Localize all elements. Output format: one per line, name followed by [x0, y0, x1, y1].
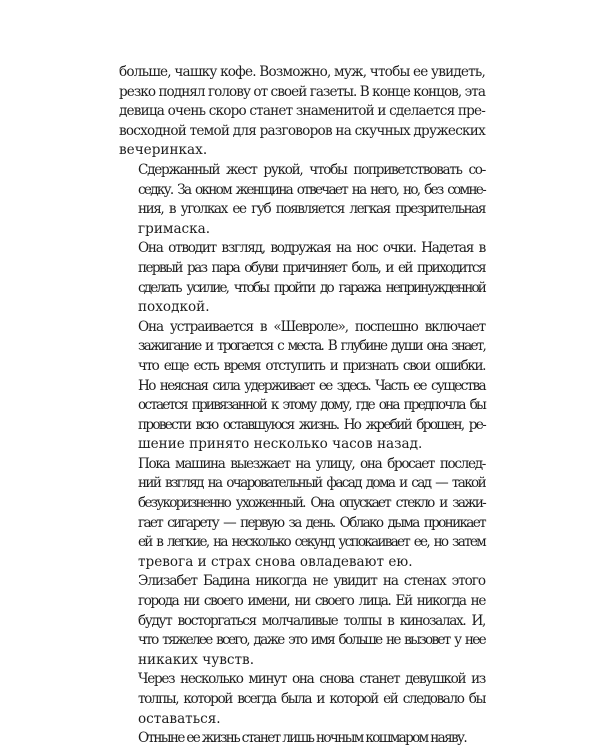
text-line: резко поднял голову от своей газеты. В конце концов, эта: [119, 83, 485, 100]
paragraph-6: [119, 572, 485, 670]
text-line: ния, в уголках ее губ появляется легкая презрительная: [138, 201, 485, 218]
text-line: тревога и страх снова овладевают ею.: [138, 553, 413, 570]
text-line: походкой.: [138, 299, 210, 316]
text-line: девица очень скоро станет знаменитой и сделается пре-: [119, 103, 485, 120]
text-line: вечеринках.: [119, 142, 208, 159]
text-line: Пока машина выезжает на улицу, она бросает послед-: [138, 455, 485, 472]
text-line: Отныне ее жизнь станет лишь ночным кошмаром наяву.: [138, 730, 466, 747]
text-line: Но неясная сила удерживает ее здесь. Часть ее существа: [138, 377, 485, 394]
text-line: Через несколько минут она снова станет девушкой из: [138, 671, 485, 688]
text-line: шение принято несколько часов назад.: [138, 436, 423, 453]
paragraph-7: [119, 670, 485, 729]
paragraph-8: [119, 729, 485, 749]
paragraph-1: [119, 63, 485, 161]
text-line: что тяжелее всего, даже это имя больше не вызовет у нее: [138, 632, 485, 649]
text-line: толпы, которой всегда была и которой ей следовало бы: [138, 691, 485, 707]
text-line: Она отводит взгляд, водружая на нос очки. Надетая в: [138, 240, 485, 257]
text-line: провести всю оставшуюся жизнь. Но жребий брошен, ре-: [138, 416, 485, 433]
text-line: Сдержанный жест рукой, чтобы поприветствовать со-: [138, 161, 485, 178]
text-line: сделать усилие, чтобы пройти до гаража непринужденной: [138, 279, 485, 296]
text-line: ей в легкие, на несколько секунд успокаивает ее, но затем: [138, 534, 485, 551]
text-line: никаких чувств.: [138, 651, 255, 668]
text-line: гает сигарету — первую за день. Облако дыма проникает: [138, 514, 485, 531]
paragraph-5: [119, 455, 485, 573]
text-line: Она устраивается в «Шевроле», поспешно включает: [138, 318, 485, 335]
text-line: гримаска.: [138, 220, 211, 237]
text-line: зажигание и трогается с места. В глубине души она знает,: [138, 338, 485, 355]
text-line: будут восторгаться молчаливые толпы в кинозалах. И,: [138, 612, 485, 629]
text-line: города ни своего имени, ни своего лица. Ей никогда не: [138, 593, 485, 610]
text-line: первый раз пара обуви причиняет боль, и ей приходится: [138, 259, 485, 276]
paragraph-3: [119, 239, 485, 317]
text-line: остается привязанной к этому дому, где она предпочла бы: [138, 397, 485, 414]
text-line: больше, чашку кофе. Возможно, муж, чтобы ее увидеть,: [119, 64, 485, 80]
text-line: седку. За окном женщина отвечает на него, но, без сомне-: [138, 181, 485, 198]
text-line: Элизабет Бадина никогда не увидит на стенах этого: [138, 573, 485, 590]
text-line: восходной темой для разговоров на скучных дружеских: [119, 122, 485, 139]
text-line: ний взгляд на очаровательный фасад дома и сад — такой: [138, 475, 485, 492]
text-line: оставаться.: [138, 710, 221, 727]
paragraph-2: [119, 161, 485, 239]
text-line: что еще есть время отступить и признать свои ошибки.: [138, 357, 485, 374]
book-page: [119, 63, 485, 749]
text-line: безукоризненно ухоженный. Она опускает стекло и зажи-: [138, 495, 485, 512]
paragraph-4: [119, 318, 485, 455]
